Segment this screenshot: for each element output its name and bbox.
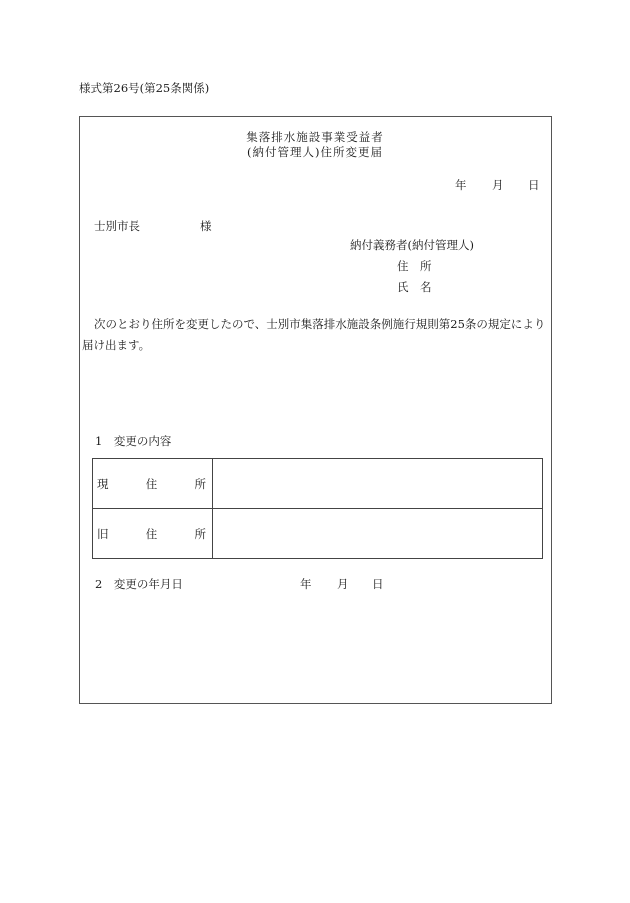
current-address-label-char: 現 — [97, 476, 109, 491]
old-address-label-char: 住 — [145, 526, 158, 541]
body-text: 次のとおり住所を変更したので、士別市集落排水施設条例施行規則第25条の規定により届け出ます。 — [82, 317, 546, 352]
applicant-address-label: 住 所 — [397, 259, 432, 273]
applicant-name-label: 氏 名 — [397, 280, 432, 294]
section2-title: 2 変更の年月日 — [95, 577, 183, 591]
table-row — [93, 459, 543, 509]
recipient-honorific: 様 — [200, 219, 212, 233]
table-row — [93, 509, 543, 559]
form-frame — [79, 116, 552, 704]
recipient-name: 士別市長 — [94, 219, 140, 233]
date-year-label: 年 — [455, 178, 467, 192]
date-month-label: 月 — [492, 178, 504, 192]
current-address-field[interactable] — [213, 459, 543, 509]
form-title-line1: 集落排水施設事業受益者 — [246, 130, 384, 144]
old-address-label-char: 所 — [194, 526, 206, 541]
change-date-day-label: 日 — [372, 577, 384, 591]
old-address-label-char: 旧 — [97, 526, 109, 541]
applicant-role: 納付義務者(納付管理人) — [350, 238, 474, 252]
old-address-label-cell — [93, 509, 213, 559]
section1-title: 1 変更の内容 — [95, 434, 172, 448]
old-address-field[interactable] — [213, 509, 543, 559]
current-address-label-cell — [93, 459, 213, 509]
current-address-label-char: 住 — [145, 476, 158, 491]
current-address-label-char: 所 — [194, 476, 206, 491]
date-day-label: 日 — [528, 178, 540, 192]
change-date-month-label: 月 — [337, 577, 349, 591]
form-number: 様式第26号(第25条関係) — [79, 81, 210, 95]
change-table — [92, 458, 543, 559]
change-date-year-label: 年 — [300, 577, 312, 591]
form-title-line2: (納付管理人)住所変更届 — [247, 145, 383, 159]
